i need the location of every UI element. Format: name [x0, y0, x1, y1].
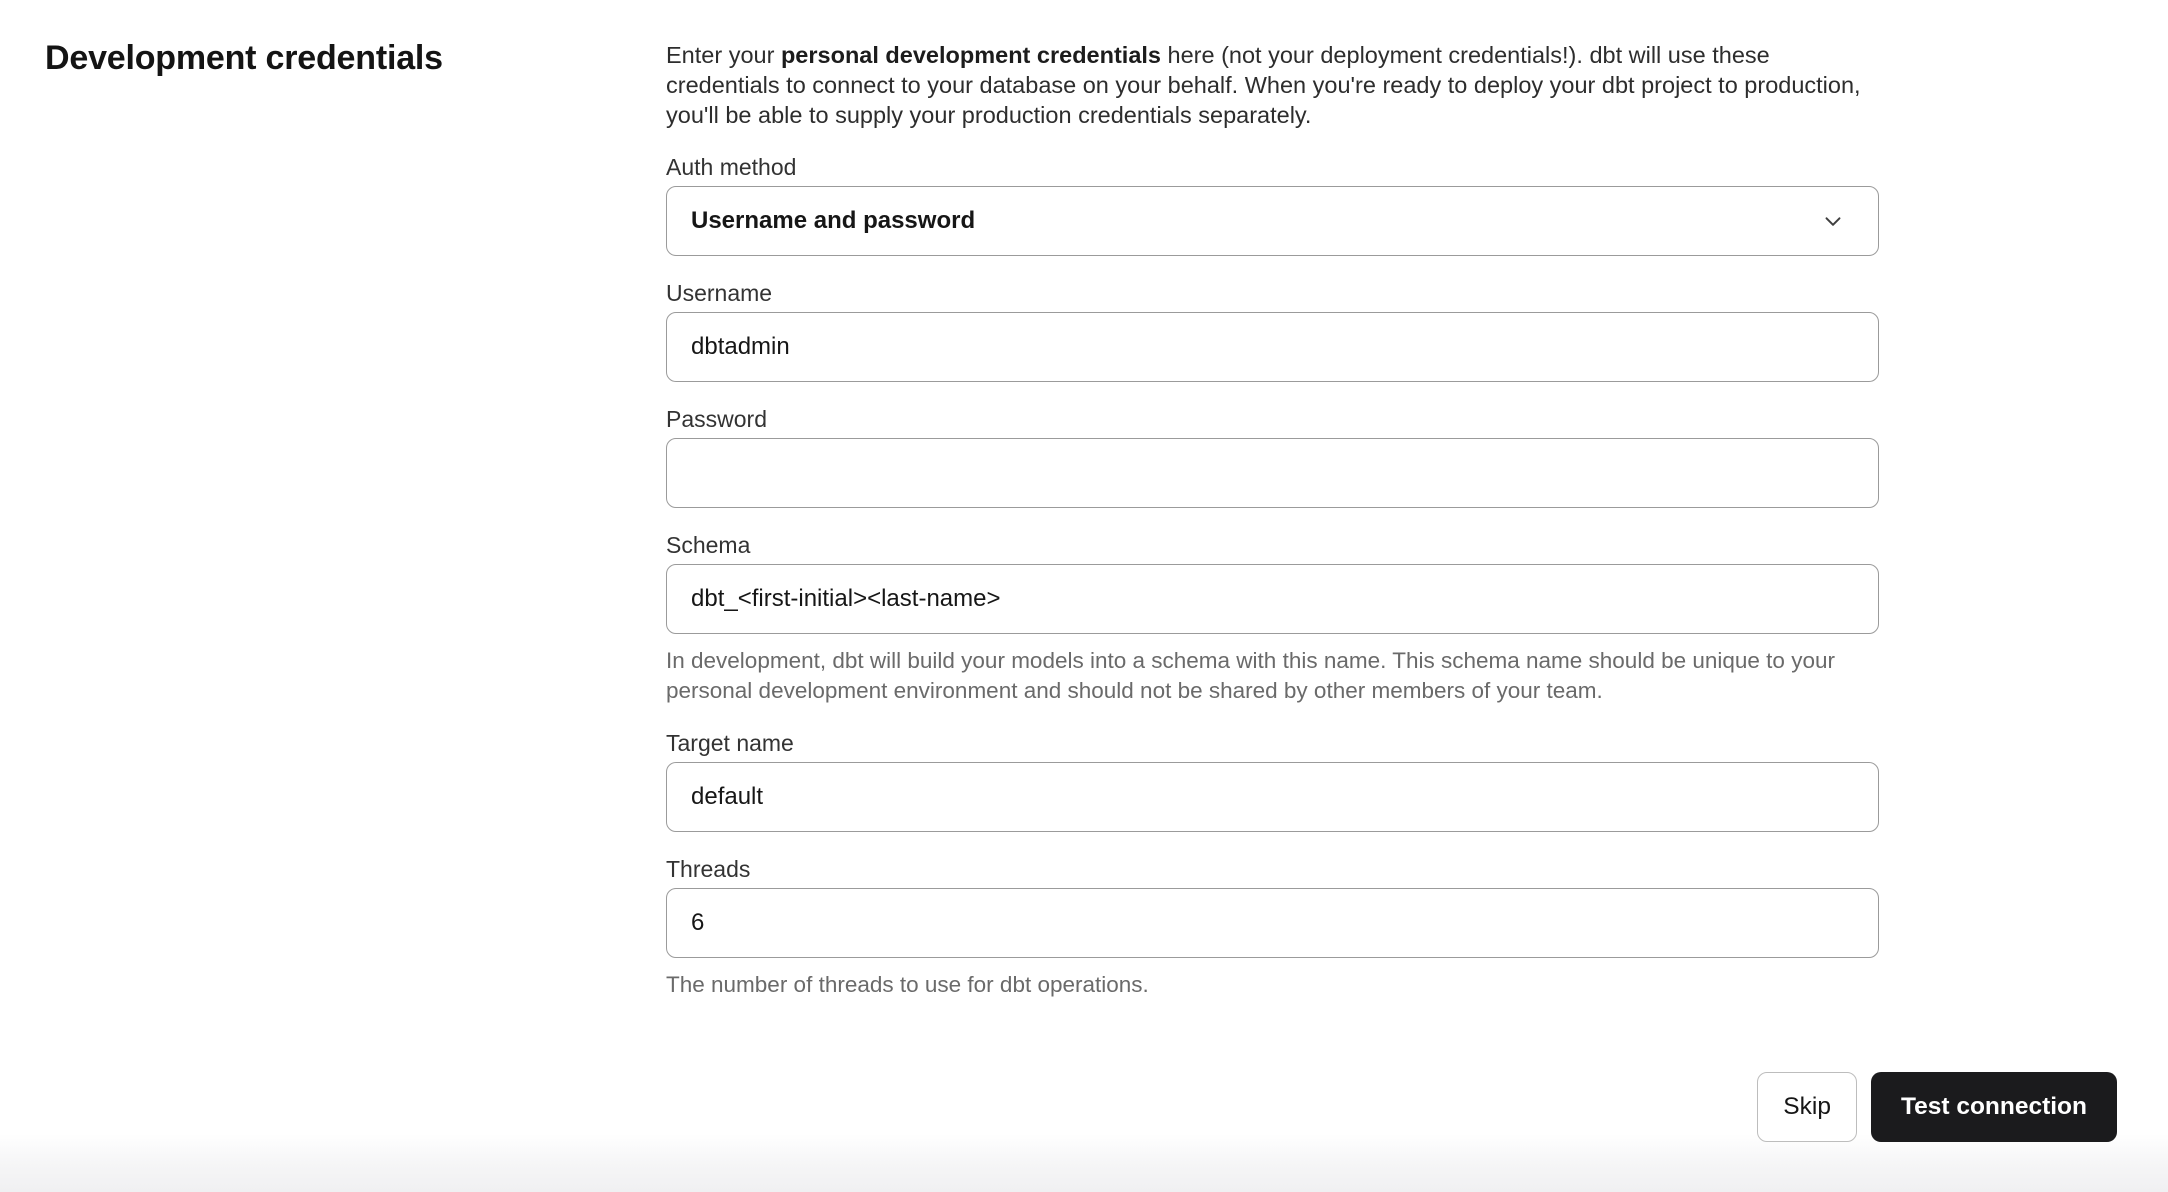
username-label: Username: [666, 280, 773, 306]
page-title: Development credentials: [45, 39, 443, 77]
field-auth-method: [666, 154, 1879, 256]
threads-help-text: The number of threads to use for dbt operations.: [666, 972, 1149, 997]
field-username: [666, 280, 1879, 382]
chevron-down-icon: [1820, 208, 1846, 234]
field-target-name: [666, 730, 1879, 832]
skip-button[interactable]: Skip: [1757, 1072, 1857, 1142]
threads-input[interactable]: [666, 888, 1879, 958]
target-name-input[interactable]: [666, 762, 1879, 832]
field-password: [666, 406, 1879, 508]
password-label: Password: [666, 406, 767, 432]
auth-method-label: Auth method: [666, 154, 797, 180]
field-schema: [666, 532, 1879, 706]
intro-suffix: here (not your deployment credentials!). dbt will use these credentials to connect to your database on your behalf. When you're ready to deploy your dbt project to production, you'll be able to supply your production credentials separately.: [666, 42, 1861, 128]
threads-label: Threads: [666, 856, 751, 882]
test-connection-button[interactable]: Test connection: [1871, 1072, 2117, 1142]
intro-text: [666, 40, 1879, 130]
password-input[interactable]: [666, 438, 1879, 508]
intro-bold: personal development credentials: [780, 42, 1161, 68]
intro-prefix: Enter your: [666, 42, 781, 68]
schema-input[interactable]: [666, 564, 1879, 634]
footer-gradient: [0, 1134, 2168, 1192]
username-input[interactable]: [666, 312, 1879, 382]
credentials-form: [666, 38, 1879, 1000]
auth-method-select[interactable]: [666, 186, 1879, 256]
schema-label: Schema: [666, 532, 751, 558]
target-name-label: Target name: [666, 730, 794, 756]
field-threads: [666, 856, 1879, 1000]
auth-method-selected-value: Username and password: [691, 207, 976, 234]
schema-help-text: In development, dbt will build your models into a schema with this name. This schema name should be unique to your personal development environment and should not be shared by other members of your team.: [666, 648, 1835, 703]
form-actions: [1757, 1072, 2117, 1142]
